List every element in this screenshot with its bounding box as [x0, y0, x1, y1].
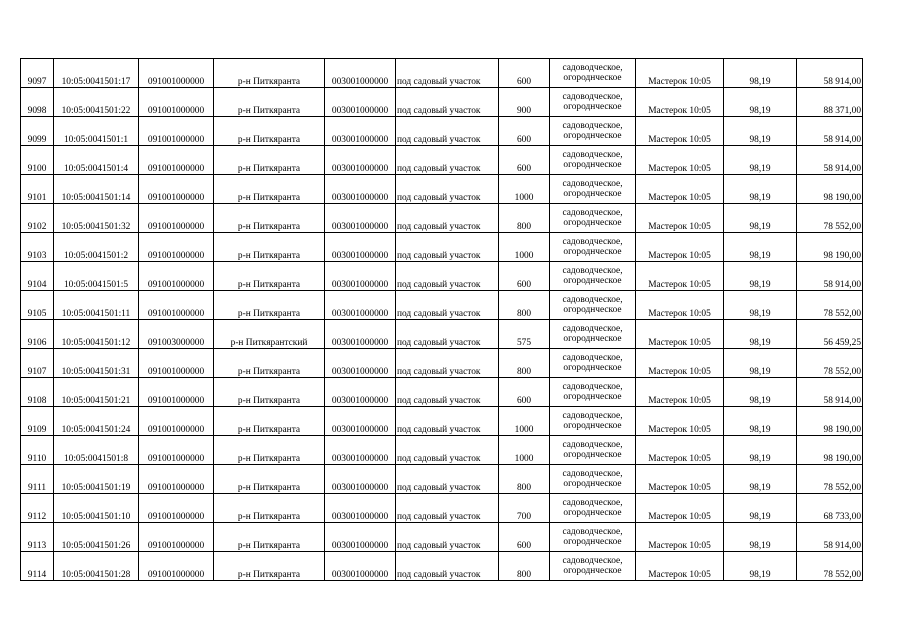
okato-code-cell: 091001000000	[139, 436, 214, 465]
valuation-group-cell: Мастерок 10:05	[636, 465, 724, 494]
cadastral-value-cell: 58 914,00	[797, 59, 863, 88]
land-category-line-1: садоводческое,	[562, 527, 623, 537]
location-cell: р-н Питкяранта	[214, 146, 325, 175]
valuation-group-cell: Мастерок 10:05	[636, 407, 724, 436]
area-cell: 600	[499, 378, 550, 407]
location-cell: р-н Питкяранта	[214, 494, 325, 523]
cadastral-value-cell: 88 371,00	[797, 88, 863, 117]
specific-value-cell: 98,19	[724, 88, 797, 117]
cadastral-value-cell: 98 190,00	[797, 233, 863, 262]
land-category-line-2: огороднческое	[563, 450, 622, 460]
specific-value-cell: 98,19	[724, 291, 797, 320]
specific-value-cell: 98,19	[724, 204, 797, 233]
location-cell: р-н Питкяранта	[214, 349, 325, 378]
row-number-cell: 9102	[21, 204, 54, 233]
okato-code-cell: 091001000000	[139, 291, 214, 320]
permitted-use-cell: под садовый участок	[396, 117, 499, 146]
cadastral-value-cell: 58 914,00	[797, 523, 863, 552]
permitted-use-cell: под садовый участок	[396, 378, 499, 407]
land-category-cell	[550, 88, 636, 117]
land-category-line-1: садоводческое,	[562, 469, 623, 479]
specific-value-cell: 98,19	[724, 436, 797, 465]
location-cell: р-н Питкяранта	[214, 552, 325, 581]
specific-value-cell: 98,19	[724, 175, 797, 204]
row-number-cell: 9112	[21, 494, 54, 523]
cadastral-value-cell: 58 914,00	[797, 117, 863, 146]
land-category-line-2: огороднческое	[563, 363, 622, 373]
area-cell: 600	[499, 117, 550, 146]
kladr-code-cell: 003001000000	[325, 88, 396, 117]
land-category-line-1: садоводческое,	[562, 208, 623, 218]
specific-value-cell: 98,19	[724, 378, 797, 407]
land-category-line-1: садоводческое,	[562, 237, 623, 247]
land-category-line-2: огороднческое	[563, 189, 622, 199]
permitted-use-cell: под садовый участок	[396, 494, 499, 523]
area-cell: 700	[499, 494, 550, 523]
cadastral-number-cell: 10:05:0041501:21	[54, 378, 139, 407]
cadastral-value-cell: 78 552,00	[797, 291, 863, 320]
area-cell: 600	[499, 59, 550, 88]
permitted-use-cell: под садовый участок	[396, 175, 499, 204]
land-category-cell	[550, 175, 636, 204]
table-row	[21, 436, 863, 465]
land-category-cell	[550, 59, 636, 88]
land-category-cell	[550, 233, 636, 262]
okato-code-cell: 091001000000	[139, 204, 214, 233]
land-category-line-1: садоводческое,	[562, 179, 623, 189]
land-category-line-1: садоводческое,	[562, 63, 623, 73]
table-row	[21, 320, 863, 349]
okato-code-cell: 091001000000	[139, 378, 214, 407]
table-row	[21, 494, 863, 523]
land-category-line-2: огороднческое	[563, 131, 622, 141]
okato-code-cell: 091001000000	[139, 233, 214, 262]
area-cell: 600	[499, 146, 550, 175]
land-category-line-1: садоводческое,	[562, 121, 623, 131]
specific-value-cell: 98,19	[724, 233, 797, 262]
area-cell: 1000	[499, 407, 550, 436]
cadastral-number-cell: 10:05:0041501:26	[54, 523, 139, 552]
kladr-code-cell: 003001000000	[325, 494, 396, 523]
land-category-cell	[550, 204, 636, 233]
location-cell: р-н Питкяранта	[214, 88, 325, 117]
valuation-group-cell: Мастерок 10:05	[636, 523, 724, 552]
land-category-cell	[550, 465, 636, 494]
location-cell: р-н Питкяранта	[214, 291, 325, 320]
specific-value-cell: 98,19	[724, 523, 797, 552]
valuation-group-cell: Мастерок 10:05	[636, 233, 724, 262]
land-category-line-2: огороднческое	[563, 160, 622, 170]
kladr-code-cell: 003001000000	[325, 117, 396, 146]
cadastral-number-cell: 10:05:0041501:24	[54, 407, 139, 436]
valuation-group-cell: Мастерок 10:05	[636, 146, 724, 175]
cadastral-number-cell: 10:05:0041501:14	[54, 175, 139, 204]
specific-value-cell: 98,19	[724, 349, 797, 378]
location-cell: р-н Питкяранта	[214, 233, 325, 262]
kladr-code-cell: 003001000000	[325, 378, 396, 407]
location-cell: р-н Питкяранта	[214, 59, 325, 88]
valuation-group-cell: Мастерок 10:05	[636, 436, 724, 465]
cadastral-value-cell: 98 190,00	[797, 436, 863, 465]
table-row	[21, 291, 863, 320]
location-cell: р-н Питкяранта	[214, 262, 325, 291]
location-cell: р-н Питкяранта	[214, 523, 325, 552]
permitted-use-cell: под садовый участок	[396, 262, 499, 291]
land-category-cell	[550, 494, 636, 523]
kladr-code-cell: 003001000000	[325, 146, 396, 175]
permitted-use-cell: под садовый участок	[396, 465, 499, 494]
cadastral-value-cell: 98 190,00	[797, 175, 863, 204]
okato-code-cell: 091001000000	[139, 465, 214, 494]
row-number-cell: 9107	[21, 349, 54, 378]
kladr-code-cell: 003001000000	[325, 465, 396, 494]
okato-code-cell: 091001000000	[139, 117, 214, 146]
permitted-use-cell: под садовый участок	[396, 320, 499, 349]
land-category-line-1: садоводческое,	[562, 498, 623, 508]
cadastral-value-cell: 56 459,25	[797, 320, 863, 349]
cadastral-number-cell: 10:05:0041501:11	[54, 291, 139, 320]
kladr-code-cell: 003001000000	[325, 233, 396, 262]
table-row	[21, 204, 863, 233]
permitted-use-cell: под садовый участок	[396, 407, 499, 436]
land-category-line-2: огороднческое	[563, 276, 622, 286]
table-row	[21, 175, 863, 204]
valuation-group-cell: Мастерок 10:05	[636, 59, 724, 88]
table-row	[21, 262, 863, 291]
kladr-code-cell: 003001000000	[325, 204, 396, 233]
area-cell: 800	[499, 291, 550, 320]
area-cell: 800	[499, 204, 550, 233]
valuation-group-cell: Мастерок 10:05	[636, 494, 724, 523]
row-number-cell: 9113	[21, 523, 54, 552]
cadastral-value-cell: 78 552,00	[797, 204, 863, 233]
land-category-cell	[550, 552, 636, 581]
cadastral-number-cell: 10:05:0041501:10	[54, 494, 139, 523]
land-category-line-2: огороднческое	[563, 479, 622, 489]
cadastral-number-cell: 10:05:0041501:8	[54, 436, 139, 465]
land-category-line-1: садоводческое,	[562, 92, 623, 102]
row-number-cell: 9098	[21, 88, 54, 117]
land-category-cell	[550, 436, 636, 465]
cadastral-number-cell: 10:05:0041501:22	[54, 88, 139, 117]
specific-value-cell: 98,19	[724, 320, 797, 349]
valuation-group-cell: Мастерок 10:05	[636, 88, 724, 117]
specific-value-cell: 98,19	[724, 262, 797, 291]
cadastral-number-cell: 10:05:0041501:17	[54, 59, 139, 88]
land-category-line-2: огороднческое	[563, 247, 622, 257]
kladr-code-cell: 003001000000	[325, 59, 396, 88]
land-category-line-2: огороднческое	[563, 508, 622, 518]
valuation-group-cell: Мастерок 10:05	[636, 378, 724, 407]
area-cell: 1000	[499, 233, 550, 262]
valuation-group-cell: Мастерок 10:05	[636, 204, 724, 233]
kladr-code-cell: 003001000000	[325, 320, 396, 349]
row-number-cell: 9104	[21, 262, 54, 291]
kladr-code-cell: 003001000000	[325, 552, 396, 581]
specific-value-cell: 98,19	[724, 494, 797, 523]
row-number-cell: 9101	[21, 175, 54, 204]
valuation-group-cell: Мастерок 10:05	[636, 291, 724, 320]
table-row	[21, 146, 863, 175]
cadastral-value-cell: 98 190,00	[797, 407, 863, 436]
okato-code-cell: 091001000000	[139, 407, 214, 436]
area-cell: 800	[499, 349, 550, 378]
kladr-code-cell: 003001000000	[325, 175, 396, 204]
okato-code-cell: 091001000000	[139, 175, 214, 204]
valuation-group-cell: Мастерок 10:05	[636, 262, 724, 291]
area-cell: 1000	[499, 175, 550, 204]
area-cell: 900	[499, 88, 550, 117]
okato-code-cell: 091001000000	[139, 523, 214, 552]
row-number-cell: 9105	[21, 291, 54, 320]
permitted-use-cell: под садовый участок	[396, 291, 499, 320]
location-cell: р-н Питкяранта	[214, 175, 325, 204]
location-cell: р-н Питкярантский	[214, 320, 325, 349]
cadastral-number-cell: 10:05:0041501:5	[54, 262, 139, 291]
land-category-line-1: садоводческое,	[562, 353, 623, 363]
permitted-use-cell: под садовый участок	[396, 59, 499, 88]
land-category-line-1: садоводческое,	[562, 556, 623, 566]
table-row	[21, 523, 863, 552]
row-number-cell: 9111	[21, 465, 54, 494]
cadastral-number-cell: 10:05:0041501:12	[54, 320, 139, 349]
okato-code-cell: 091003000000	[139, 320, 214, 349]
cadastral-value-table	[20, 58, 863, 581]
cadastral-value-cell: 78 552,00	[797, 465, 863, 494]
specific-value-cell: 98,19	[724, 117, 797, 146]
kladr-code-cell: 003001000000	[325, 436, 396, 465]
land-category-line-2: огороднческое	[563, 421, 622, 431]
table-row	[21, 233, 863, 262]
land-category-line-2: огороднческое	[563, 392, 622, 402]
cadastral-number-cell: 10:05:0041501:28	[54, 552, 139, 581]
row-number-cell: 9103	[21, 233, 54, 262]
table-row	[21, 465, 863, 494]
land-category-line-1: садоводческое,	[562, 324, 623, 334]
row-number-cell: 9108	[21, 378, 54, 407]
table-row	[21, 378, 863, 407]
cadastral-value-cell: 68 733,00	[797, 494, 863, 523]
cadastral-number-cell: 10:05:0041501:31	[54, 349, 139, 378]
land-category-line-2: огороднческое	[563, 334, 622, 344]
okato-code-cell: 091001000000	[139, 88, 214, 117]
specific-value-cell: 98,19	[724, 465, 797, 494]
table-row	[21, 117, 863, 146]
okato-code-cell: 091001000000	[139, 349, 214, 378]
specific-value-cell: 98,19	[724, 59, 797, 88]
row-number-cell: 9106	[21, 320, 54, 349]
okato-code-cell: 091001000000	[139, 552, 214, 581]
kladr-code-cell: 003001000000	[325, 349, 396, 378]
kladr-code-cell: 003001000000	[325, 407, 396, 436]
location-cell: р-н Питкяранта	[214, 204, 325, 233]
kladr-code-cell: 003001000000	[325, 262, 396, 291]
land-category-line-2: огороднческое	[563, 218, 622, 228]
table-row	[21, 59, 863, 88]
land-category-cell	[550, 262, 636, 291]
valuation-group-cell: Мастерок 10:05	[636, 552, 724, 581]
location-cell: р-н Питкяранта	[214, 465, 325, 494]
row-number-cell: 9100	[21, 146, 54, 175]
area-cell: 1000	[499, 436, 550, 465]
land-category-line-2: огороднческое	[563, 305, 622, 315]
area-cell: 600	[499, 523, 550, 552]
land-category-line-2: огороднческое	[563, 566, 622, 576]
table-row	[21, 349, 863, 378]
valuation-group-cell: Мастерок 10:05	[636, 320, 724, 349]
row-number-cell: 9097	[21, 59, 54, 88]
specific-value-cell: 98,19	[724, 407, 797, 436]
table-row	[21, 552, 863, 581]
area-cell: 600	[499, 262, 550, 291]
permitted-use-cell: под садовый участок	[396, 436, 499, 465]
permitted-use-cell: под садовый участок	[396, 88, 499, 117]
area-cell: 800	[499, 552, 550, 581]
land-category-cell	[550, 407, 636, 436]
valuation-group-cell: Мастерок 10:05	[636, 349, 724, 378]
cadastral-value-cell: 58 914,00	[797, 262, 863, 291]
valuation-group-cell: Мастерок 10:05	[636, 117, 724, 146]
okato-code-cell: 091001000000	[139, 262, 214, 291]
kladr-code-cell: 003001000000	[325, 291, 396, 320]
land-category-cell	[550, 291, 636, 320]
specific-value-cell: 98,19	[724, 146, 797, 175]
cadastral-value-cell: 58 914,00	[797, 146, 863, 175]
permitted-use-cell: под садовый участок	[396, 349, 499, 378]
land-category-line-1: садоводческое,	[562, 266, 623, 276]
cadastral-number-cell: 10:05:0041501:19	[54, 465, 139, 494]
location-cell: р-н Питкяранта	[214, 378, 325, 407]
table-body	[21, 59, 863, 581]
table-row	[21, 88, 863, 117]
okato-code-cell: 091001000000	[139, 494, 214, 523]
permitted-use-cell: под садовый участок	[396, 552, 499, 581]
row-number-cell: 9110	[21, 436, 54, 465]
land-category-line-1: садоводческое,	[562, 382, 623, 392]
cadastral-number-cell: 10:05:0041501:1	[54, 117, 139, 146]
permitted-use-cell: под садовый участок	[396, 204, 499, 233]
row-number-cell: 9114	[21, 552, 54, 581]
valuation-group-cell: Мастерок 10:05	[636, 175, 724, 204]
location-cell: р-н Питкяранта	[214, 117, 325, 146]
row-number-cell: 9109	[21, 407, 54, 436]
land-category-line-1: садоводческое,	[562, 295, 623, 305]
cadastral-value-cell: 78 552,00	[797, 349, 863, 378]
land-category-line-1: садоводческое,	[562, 150, 623, 160]
land-category-line-1: садоводческое,	[562, 411, 623, 421]
kladr-code-cell: 003001000000	[325, 523, 396, 552]
location-cell: р-н Питкяранта	[214, 436, 325, 465]
cadastral-number-cell: 10:05:0041501:2	[54, 233, 139, 262]
cadastral-number-cell: 10:05:0041501:4	[54, 146, 139, 175]
permitted-use-cell: под садовый участок	[396, 523, 499, 552]
okato-code-cell: 091001000000	[139, 59, 214, 88]
cadastral-value-cell: 78 552,00	[797, 552, 863, 581]
cadastral-number-cell: 10:05:0041501:32	[54, 204, 139, 233]
land-category-cell	[550, 146, 636, 175]
land-category-line-2: огороднческое	[563, 537, 622, 547]
land-category-cell	[550, 378, 636, 407]
location-cell: р-н Питкяранта	[214, 407, 325, 436]
row-number-cell: 9099	[21, 117, 54, 146]
cadastral-value-cell: 58 914,00	[797, 378, 863, 407]
okato-code-cell: 091001000000	[139, 146, 214, 175]
area-cell: 800	[499, 465, 550, 494]
land-category-cell	[550, 117, 636, 146]
permitted-use-cell: под садовый участок	[396, 146, 499, 175]
specific-value-cell: 98,19	[724, 552, 797, 581]
permitted-use-cell: под садовый участок	[396, 233, 499, 262]
land-category-cell	[550, 320, 636, 349]
land-category-line-2: огороднческое	[563, 102, 622, 112]
land-category-cell	[550, 349, 636, 378]
land-category-cell	[550, 523, 636, 552]
area-cell: 575	[499, 320, 550, 349]
land-category-line-2: огороднческое	[563, 73, 622, 83]
land-category-line-1: садоводческое,	[562, 440, 623, 450]
table-row	[21, 407, 863, 436]
